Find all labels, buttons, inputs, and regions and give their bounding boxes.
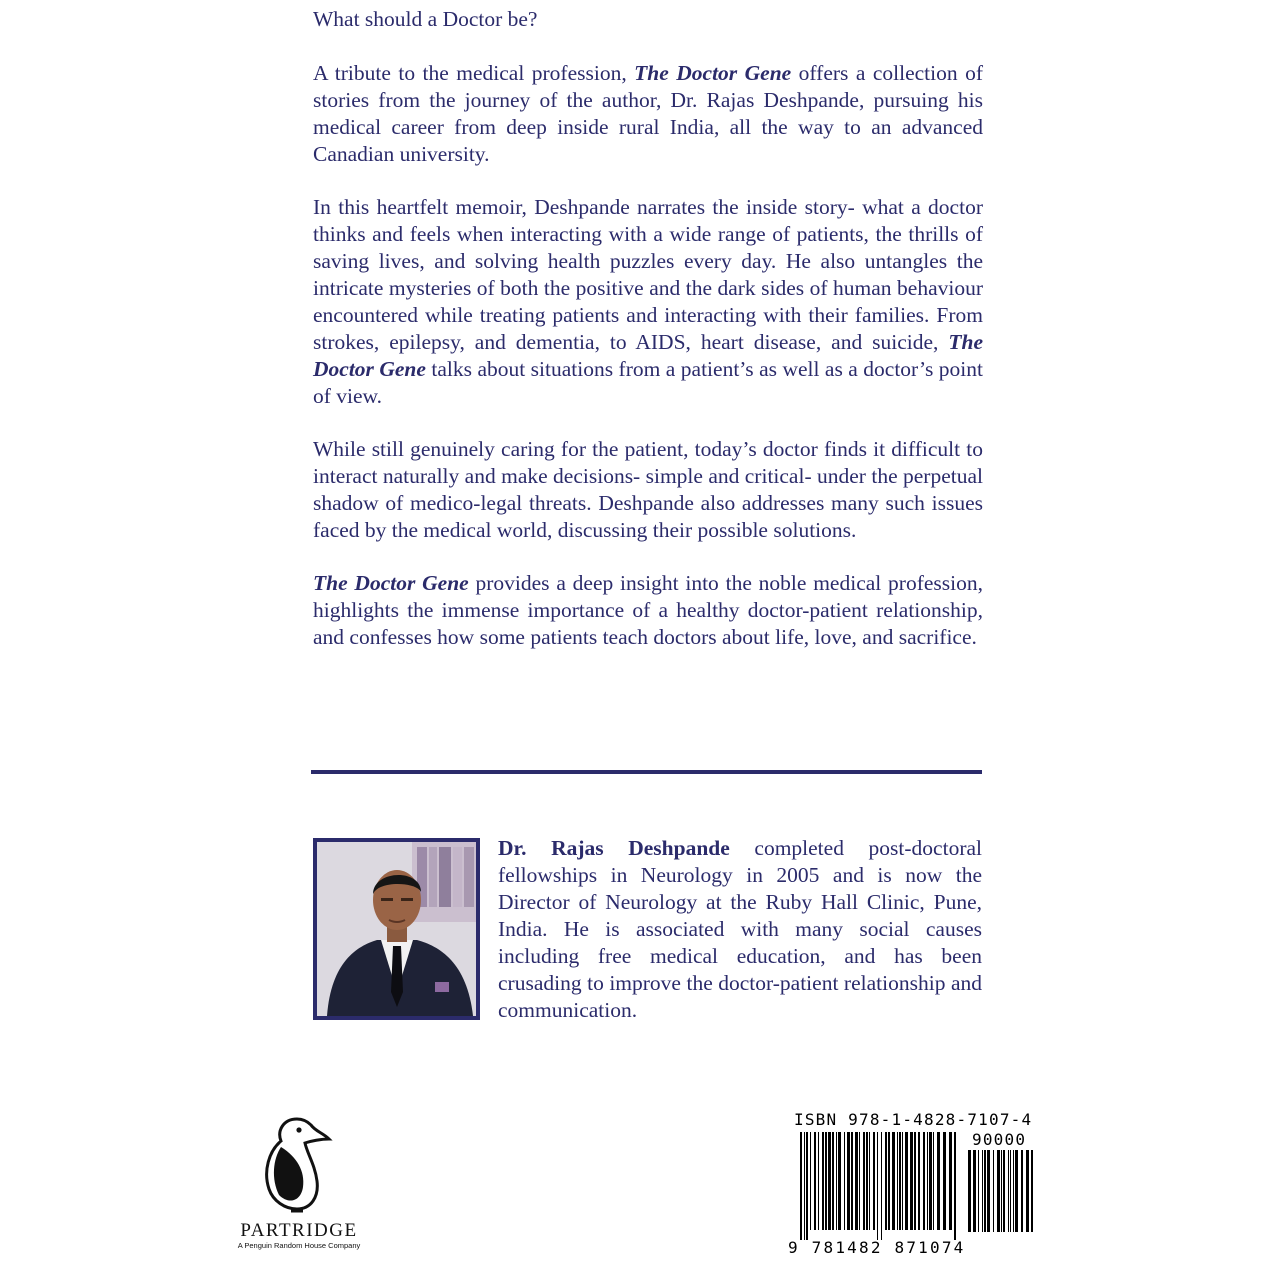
barcode-bar: [847, 1132, 850, 1230]
barcode-bar: [806, 1132, 808, 1240]
back-cover-blurb: [313, 6, 983, 677]
barcode-bar: [1010, 1150, 1011, 1232]
barcode-bar: [899, 1132, 901, 1230]
opening-question: What should a Doctor be?: [313, 7, 538, 31]
barcode-bar: [1026, 1150, 1029, 1232]
book-title-mention: The Doctor Gene: [313, 330, 983, 381]
barcode-bar: [997, 1150, 1000, 1232]
barcode-bar: [927, 1132, 928, 1230]
barcode-bar: [810, 1132, 811, 1230]
para2-text-end: talks about situations from a patient’s as well as a doctor’s point of view.: [313, 357, 983, 408]
barcode-bar: [881, 1132, 882, 1240]
barcode-bar: [1001, 1150, 1002, 1232]
barcode-bar: [828, 1132, 831, 1230]
barcode-bar: [892, 1132, 895, 1230]
author-portrait-illustration: [317, 842, 476, 1016]
barcode-bar: [937, 1132, 940, 1230]
barcode-bar: [1003, 1150, 1005, 1232]
barcode-bar: [885, 1132, 887, 1230]
barcode-bar: [982, 1150, 983, 1232]
barcode-bar: [943, 1132, 946, 1230]
barcode-bar: [832, 1132, 834, 1230]
barcode-bar: [954, 1132, 956, 1240]
barcode-bar: [978, 1150, 979, 1232]
barcode-bar: [933, 1132, 934, 1230]
para2-text-start: In this heartfelt memoir, Deshpande narrates the inside story- what a doctor thinks and feels when interacting with a wide range of patients, the thrills of saving lives, and solving health puzzles every day. He also untangles the intricate mysteries of both the positive and the dark sides of human behaviour encountered while treating patients and interacting with their families. From strokes, epilepsy, and dementia, to AIDS, heart disease, and suicide,: [313, 195, 983, 354]
book-title-mention: The Doctor Gene: [313, 571, 469, 595]
barcode-bar: [949, 1132, 952, 1230]
barcode-bar: [1031, 1150, 1033, 1232]
barcode-bar: [905, 1132, 908, 1230]
book-title-mention: The Doctor Gene: [634, 61, 792, 85]
addon-barcode-bars: [968, 1150, 1040, 1242]
barcode-bar: [825, 1132, 827, 1230]
barcode-bar: [851, 1132, 853, 1230]
barcode-bar: [968, 1150, 971, 1232]
blurb-paragraph-1: [313, 60, 983, 168]
barcode-bar: [859, 1132, 860, 1230]
barcode-bar: [897, 1132, 898, 1230]
barcode-bar: [855, 1132, 858, 1230]
author-photo: [313, 838, 480, 1020]
barcode-bar: [1013, 1150, 1014, 1232]
isbn-label: ISBN 978-1-4828-7107-4: [794, 1110, 1033, 1129]
publisher-logo: [228, 1113, 370, 1250]
barcode-bar: [836, 1132, 837, 1230]
barcode-bar: [923, 1132, 925, 1230]
isbn-barcode: [788, 1110, 1048, 1260]
barcode-bar: [838, 1132, 841, 1230]
barcode-bar: [984, 1150, 986, 1232]
barcode-bar: [914, 1132, 916, 1230]
barcode-bar: [814, 1132, 816, 1230]
penguin-bird-logo-icon: [259, 1113, 339, 1213]
ean-number: 9 781482 871074: [788, 1238, 966, 1257]
barcode-bar: [866, 1132, 868, 1230]
publisher-tagline: A Penguin Random House Company: [237, 1241, 361, 1250]
barcode-bar: [863, 1132, 865, 1230]
para4-text-end: provides a deep insight into the noble medical profession, highlights the immense importance of a healthy doctor-patient relationship, and confesses how some patients teach doctors about life, love, and sacrifice.: [313, 571, 983, 649]
barcode-bar: [910, 1132, 913, 1230]
para1-text-end: offers a collection of stories from the journey of the author, Dr. Rajas Deshpande, pursuing his medical career from deep inside rural India, all the way to an advanced Canadian university.: [313, 61, 983, 166]
barcode-bar: [918, 1132, 920, 1230]
barcode-bar: [1015, 1150, 1018, 1232]
ean-barcode-bars: [800, 1132, 960, 1240]
barcode-bar: [804, 1132, 805, 1240]
barcode-bar: [877, 1132, 878, 1240]
barcode-bar: [993, 1150, 994, 1232]
blurb-paragraph-2: [313, 194, 983, 410]
barcode-bar: [844, 1132, 845, 1230]
author-bio-text: completed post-doctoral fellowships in Neurology in 2005 and is now the Director of Neurology at the Ruby Hall Clinic, Pune, India. He is associated with many social causes including free medical education, and has been crusading to improve the doctor-patient relationship and communication.: [498, 836, 982, 1022]
barcode-bar: [873, 1132, 875, 1230]
barcode-bar: [973, 1150, 976, 1232]
barcode-bar: [888, 1132, 890, 1230]
barcode-bar: [800, 1132, 802, 1240]
barcode-bar: [902, 1132, 903, 1230]
barcode-bar: [818, 1132, 819, 1230]
publisher-name: PARTRIDGE: [240, 1220, 358, 1241]
blurb-paragraph-3: While still genuinely caring for the patient, today’s doctor finds it difficult to interact naturally and make decisions- simple and critical- under the perpetual shadow of medico-legal threats. Deshpande also addresses many such issues faced by the medical world, discussing their possible solutions.: [313, 437, 983, 542]
para1-text-start: A tribute to the medical profession,: [313, 61, 635, 85]
author-name: Dr. Rajas Deshpande: [498, 836, 730, 860]
section-divider: [311, 770, 982, 774]
blurb-paragraph-4: [313, 570, 983, 651]
barcode-bar: [1008, 1150, 1009, 1232]
author-bio: [498, 835, 982, 1024]
barcode-addon-number: 90000: [972, 1130, 1027, 1149]
barcode-bar: [929, 1132, 932, 1230]
barcode-bar: [869, 1132, 870, 1230]
barcode-bar: [1021, 1150, 1023, 1232]
barcode-bar: [987, 1150, 990, 1232]
barcode-bar: [822, 1132, 824, 1230]
